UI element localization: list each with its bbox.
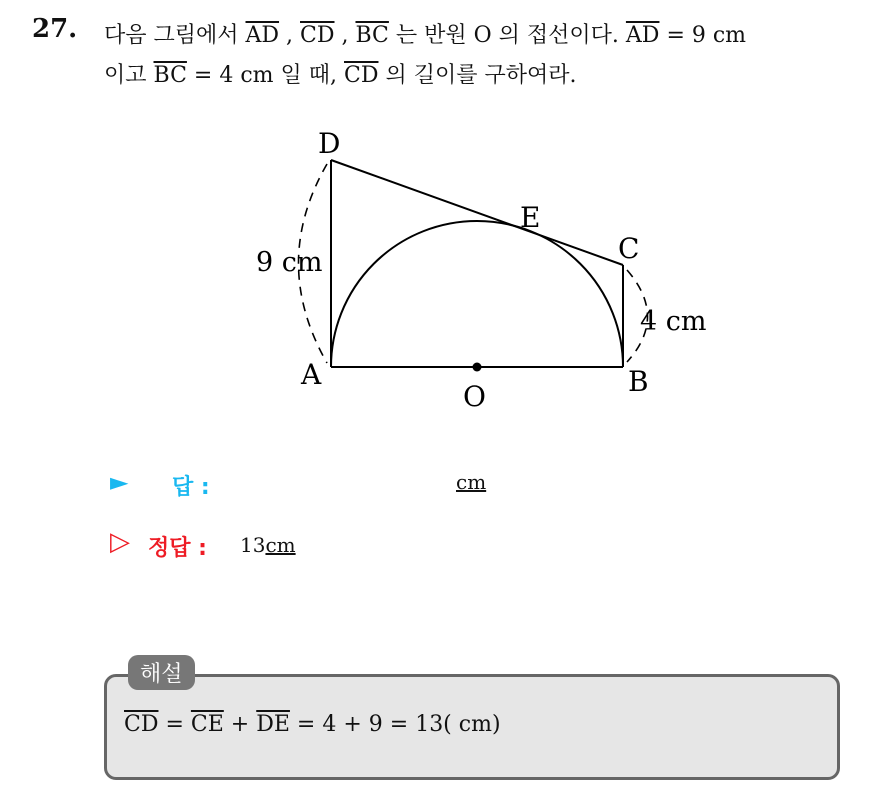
label-c: C — [618, 232, 640, 265]
label-d: D — [318, 127, 341, 160]
label-e: E — [520, 201, 541, 234]
question-text: = 9 cm — [659, 23, 747, 48]
answer-label: 답 : — [172, 475, 210, 500]
tangent-dc — [331, 160, 623, 265]
segment-ad: $\overline{AD}$ — [245, 23, 280, 48]
question-text: = 4 cm 일 때, — [186, 63, 344, 88]
segment-cd: $\overline{CD}$ — [300, 23, 335, 48]
outline-triangle-icon: ▷ — [110, 527, 130, 557]
segment-bc: $\overline{BC}$ — [355, 23, 389, 48]
length-ad: 9 cm — [256, 247, 323, 278]
question-text: 이고 — [104, 63, 154, 88]
explanation-formula — [124, 712, 501, 737]
correct-label: 정답 : — [148, 536, 207, 561]
label-a: A — [301, 358, 322, 391]
label-b: B — [628, 365, 649, 398]
correct-row — [110, 527, 130, 557]
question-number: 27. — [32, 14, 78, 44]
segment-de: $\overline{DE}$ — [256, 712, 290, 737]
segment-cd: $\overline{CD}$ — [124, 712, 159, 737]
question-text: 는 반원 O 의 접선이다. — [388, 23, 626, 48]
segment-ce: $\overline{CE}$ — [190, 712, 224, 737]
correct-value: 13 — [240, 533, 266, 557]
label-o: O — [463, 380, 486, 413]
correct-unit: cm — [265, 533, 296, 557]
explanation-tag: 해설 — [128, 655, 195, 690]
question-text: 다음 그림에서 — [104, 23, 246, 48]
question-text: , — [279, 23, 301, 48]
formula-text: = — [158, 712, 191, 737]
segment-bc: $\overline{BC}$ — [153, 63, 187, 88]
formula-text: = 4 + 9 = 13( cm) — [289, 712, 501, 737]
question-text: 의 길이를 구하여라. — [378, 63, 577, 88]
answer-unit[interactable]: cm — [456, 470, 487, 494]
segment-cd: $\overline{CD}$ — [344, 63, 379, 88]
center-point-o — [473, 363, 482, 372]
segment-ad: $\overline{AD}$ — [625, 23, 660, 48]
play-triangle-icon: ► — [110, 468, 129, 496]
length-bc: 4 cm — [640, 306, 707, 337]
formula-text: + — [223, 712, 257, 737]
question-text: , — [334, 23, 356, 48]
answer-row — [110, 468, 128, 496]
correct-answer — [240, 533, 296, 557]
semicircle — [331, 221, 623, 367]
